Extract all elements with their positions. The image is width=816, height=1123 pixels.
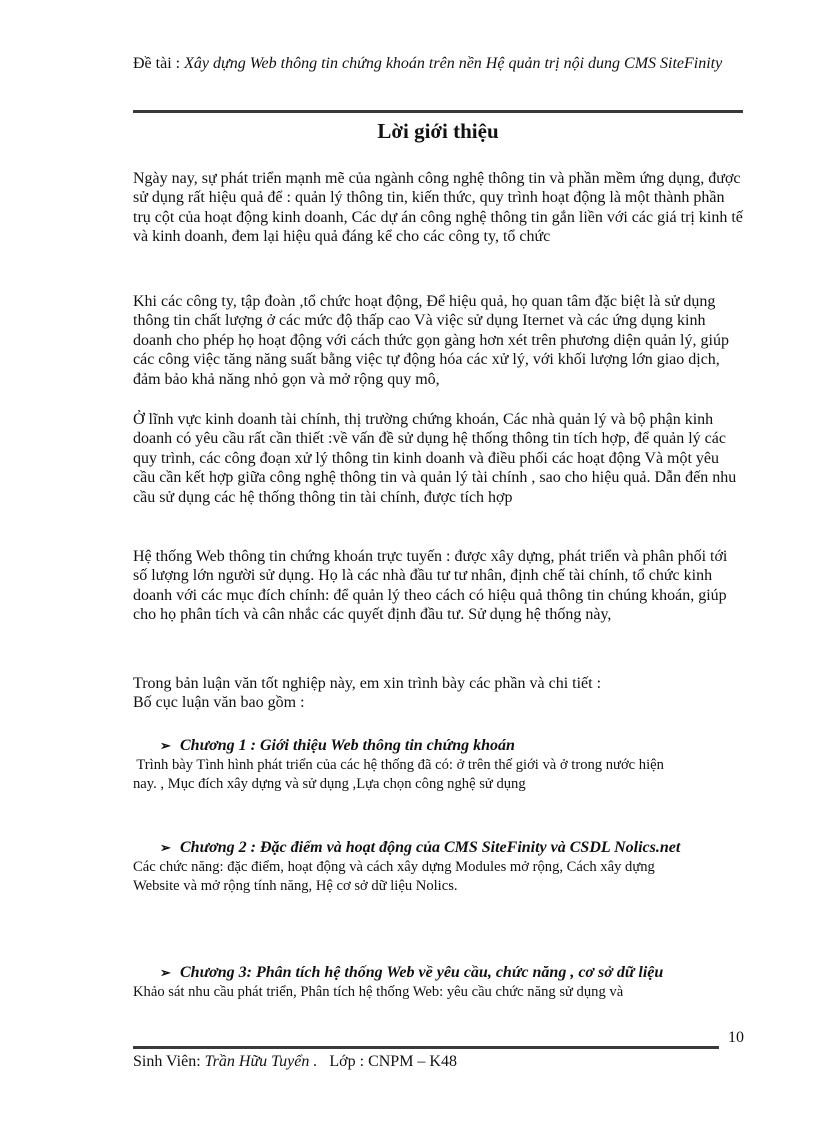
footer-student-name: Trần Hữu Tuyển . (204, 1053, 318, 1070)
header-rule (133, 110, 743, 113)
chapter-3-heading (133, 963, 745, 983)
bullet-arrow-icon: ➢ (160, 840, 171, 855)
bullet-arrow-icon: ➢ (160, 965, 171, 980)
chapter-2-desc-line-2: Website và mở rộng tính năng, Hệ cơ sở dữ liệu Nolics. (133, 878, 458, 894)
footer-student-label: Sinh Viên: (133, 1053, 201, 1070)
chapter-2-title: Chương 2 : Đặc điểm và hoạt động của CMS SiteFinity và CSDL Nolics.net (180, 839, 681, 856)
chapter-2-heading (133, 838, 745, 858)
chapter-2 (133, 838, 745, 896)
page-footer (133, 1052, 457, 1072)
page-title: Lời giới thiệu (377, 119, 499, 143)
chapter-1-description (133, 756, 745, 794)
chapter-3 (133, 963, 745, 1002)
header-topic: Xây dựng Web thông tin chứng khoán trên nền Hệ quản trị nội dung CMS SiteFinity (184, 55, 723, 72)
chapter-1-desc-line-1: Trình bày Tình hình phát triển của các hệ thống đã có: ở trên thế giới và ở trong nước hiện (133, 757, 664, 773)
chapter-2-description (133, 858, 745, 896)
intro-lines (133, 674, 745, 713)
footer-rule (133, 1046, 719, 1049)
chapter-2-desc-line-1: Các chức năng: đặc điểm, hoạt động và cách xây dựng Modules mở rộng, Cách xây dựng (133, 859, 655, 875)
chapter-3-description (133, 983, 745, 1002)
header-prefix: Đề tài : (133, 55, 181, 72)
chapter-1-title: Chương 1 : Giới thiệu Web thông tin chứng khoán (180, 737, 515, 754)
paragraph-2: Khi các công ty, tập đoàn ,tổ chức hoạt động, Để hiệu quả, họ quan tâm đặc biệt là sử dụng thông tin chất lượng ở các mức độ thấp cao Và việc sử dụng Iternet và các ứng dụng kinh doanh cho phép họ hoạt động với cách thức gọn gàng hơn xét trên phương diện quản lý, giúp các công việc tăng năng suất bằng việc tự động hóa các xử lý, với khối lượng lớn giao dịch, đảm bảo khả năng nhỏ gọn và mở rộng quy mô, (133, 293, 729, 388)
paragraph-1: Ngày nay, sự phát triển mạnh mẽ của ngành công nghệ thông tin và phần mềm ứng dụng, được sử dụng rất hiệu quả để : quản lý thông tin, kiến thức, quy trình hoạt động là một thành phần trụ cột của hoạt động kinh doanh, Các dự án công nghệ thông tin gắn liền với các giá trị kinh tế và kinh doanh, đem lại hiệu quả đáng kể cho các công ty, tổ chức (133, 170, 743, 246)
chapter-3-desc-line-1: Khảo sát nhu cầu phát triển, Phân tích hệ thống Web: yêu cầu chức năng sử dụng và (133, 984, 624, 1000)
intro-line-1: Trong bản luận văn tốt nghiệp này, em xin trình bày các phần và chi tiết : (133, 675, 602, 692)
paragraph-4: Hệ thống Web thông tin chứng khoán trực tuyến : được xây dựng, phát triển và phân phối tới số lượng lớn người sử dụng. Họ là các nhà đầu tư tư nhân, định chế tài chính, tổ chức kinh doanh với các mục đích chính: để quản lý theo cách có hiệu quả thông tin chúng khoán, giúp cho họ phân tích và cân nhắc các quyết định đầu tư. Sử dụng hệ thống này, (133, 548, 728, 624)
page-number: 10 (728, 1029, 744, 1046)
chapter-1-heading (133, 736, 745, 756)
footer-class: Lớp : CNPM – K48 (329, 1053, 457, 1070)
intro-line-2: Bố cục luận văn bao gồm : (133, 694, 305, 712)
paragraph-3: Ở lĩnh vực kinh doanh tài chính, thị trường chứng khoán, Các nhà quản lý và bộ phận kinh doanh có yêu cầu rất cần thiết :về vấn đề sử dụng hệ thống thông tin tích hợp, để quản lý các quy trình, các công đoạn xử lý thông tin kinh doanh và điều phối các hoạt động Và một yêu cầu cần kết hợp giữa công nghệ thông tin và quản lý tài chính , sao cho hiệu quả. Dẫn đến nhu cầu sử dụng các hệ thống thông tin tài chính, được tích hợp (133, 411, 737, 506)
chapter-1 (133, 736, 745, 794)
bullet-arrow-icon: ➢ (160, 738, 171, 753)
page-header (133, 54, 733, 74)
chapter-1-desc-line-2: nay. , Mục đích xây dựng và sử dụng ,Lựa chọn công nghệ sử dụng (133, 776, 526, 792)
chapter-3-title: Chương 3: Phân tích hệ thống Web về yêu cầu, chức năng , cơ sở dữ liệu (180, 964, 664, 981)
